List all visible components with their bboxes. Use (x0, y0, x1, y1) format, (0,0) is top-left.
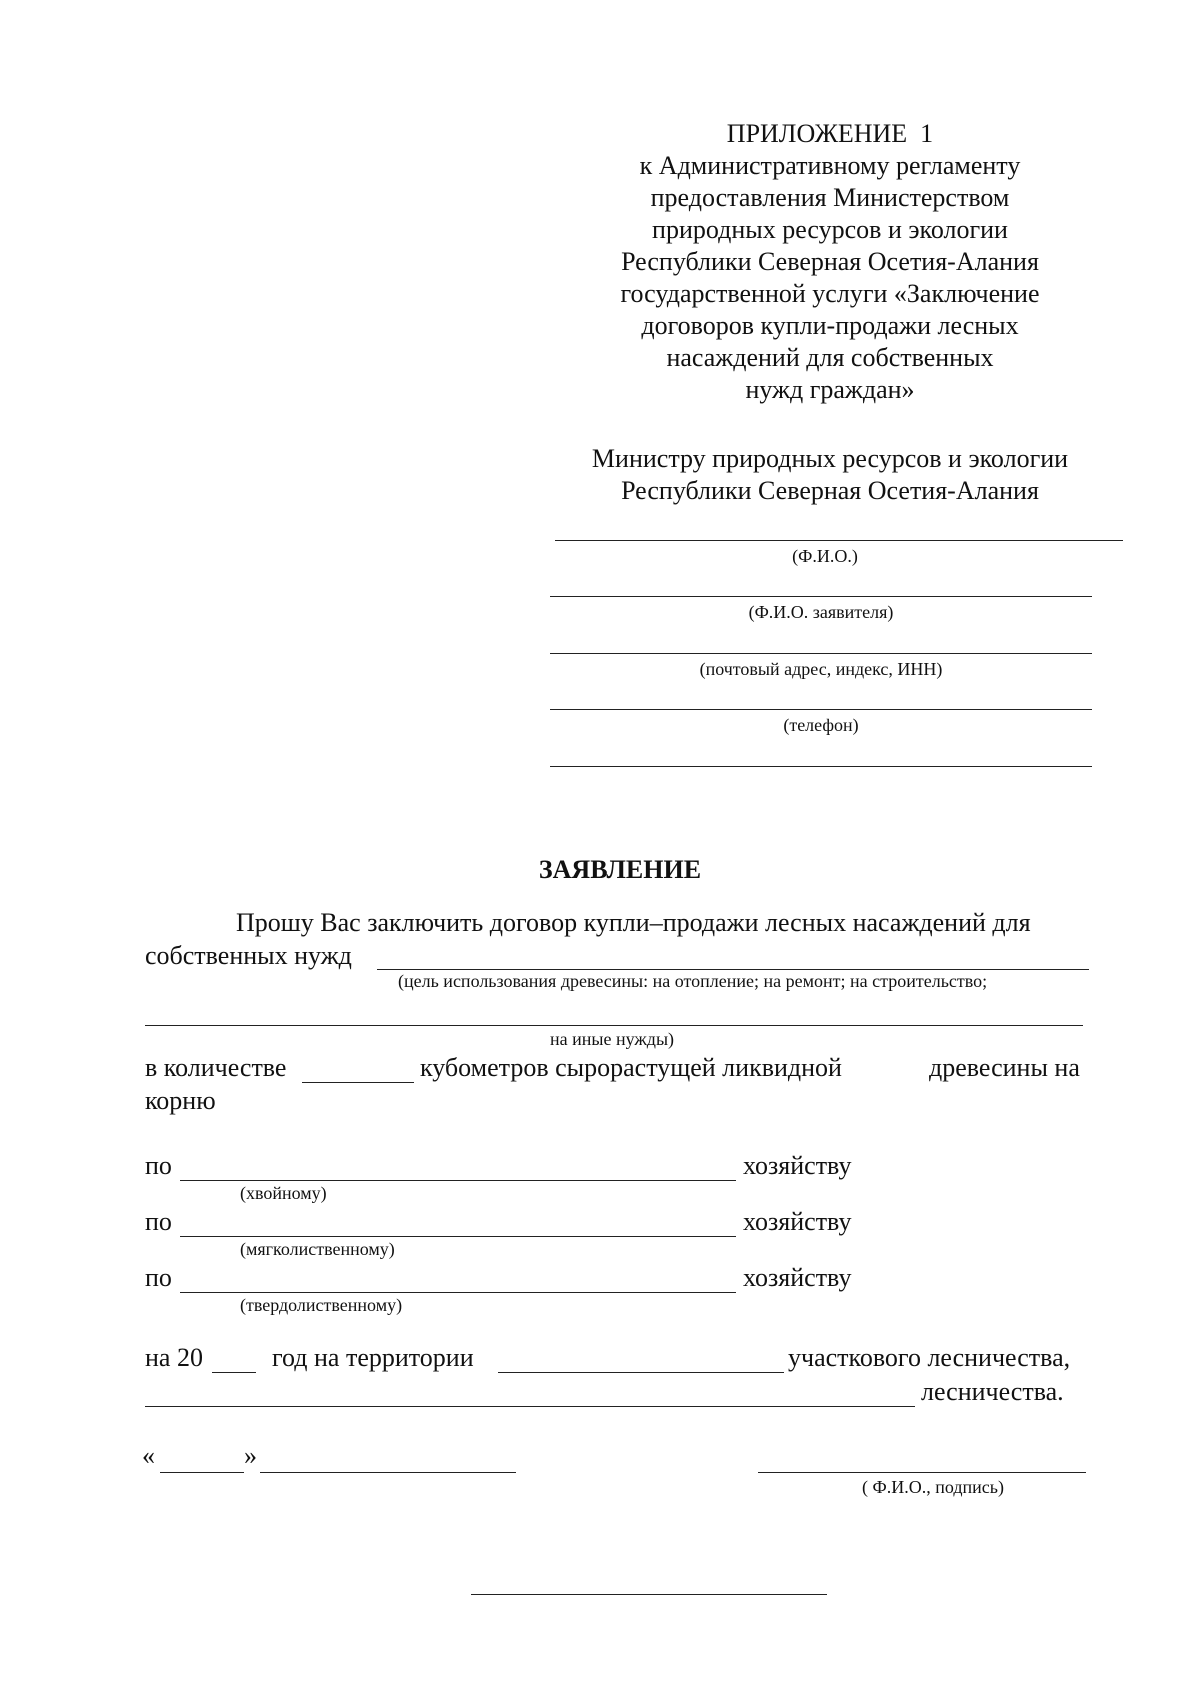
applicant-fio-hint: (Ф.И.О. заявителя) (748, 602, 894, 622)
para-line-2: собственных нужд (145, 941, 352, 970)
date-close-quote: » (244, 1441, 257, 1470)
farm-hint-softwood: (мягколиственному) (240, 1239, 395, 1259)
date-month-line[interactable] (260, 1472, 516, 1473)
fio-hint: (Ф.И.О.) (792, 546, 858, 566)
forestry-line[interactable] (145, 1406, 915, 1407)
bottom-separator (471, 1594, 827, 1595)
signature-hint: ( Ф.И.О., подпись) (862, 1477, 1004, 1497)
phone-line[interactable] (550, 766, 1092, 767)
qty-suffix: древесины на (929, 1053, 1080, 1082)
qty-middle: кубометров сырорастущей ликвидной (420, 1053, 842, 1082)
qty-line-2: корню (145, 1086, 216, 1115)
year-mid: год на территории (272, 1343, 474, 1372)
qty-prefix: в количестве (145, 1053, 287, 1082)
address-line[interactable] (550, 653, 1092, 654)
farm-word: хозяйству (743, 1263, 852, 1292)
document-heading: ЗАЯВЛЕНИЕ (538, 855, 702, 884)
farm-line-coniferous[interactable] (180, 1180, 736, 1181)
date-day-line[interactable] (160, 1472, 244, 1473)
fio-line[interactable] (555, 540, 1123, 541)
appendix-line: нужд граждан» (745, 375, 915, 404)
year-suffix: участкового лесничества, (788, 1343, 1071, 1372)
year-prefix: на 20 (145, 1343, 203, 1372)
addressee-line-1: Министру природных ресурсов и экологии (591, 444, 1069, 473)
appendix-block (555, 118, 1105, 406)
appendix-title: ПРИЛОЖЕНИЕ 1 (726, 119, 934, 148)
phone-line-top[interactable] (550, 709, 1092, 710)
farm-line-hardwood[interactable] (180, 1292, 736, 1293)
appendix-line: насаждений для собственных (666, 343, 994, 372)
territory-line[interactable] (498, 1372, 784, 1373)
po-label: по (145, 1207, 172, 1236)
forestry-suffix: лесничества. (921, 1377, 1064, 1406)
appendix-line: государственной услуги «Заключение (620, 279, 1040, 308)
farm-hint-coniferous: (хвойному) (240, 1183, 327, 1203)
purpose-hint: (цель использования древесины: на отопление; на ремонт; на строительство; (398, 971, 988, 991)
applicant-fio-line[interactable] (550, 596, 1092, 597)
qty-line[interactable] (302, 1082, 414, 1083)
phone-hint: (телефон) (783, 715, 859, 735)
address-hint: (почтовый адрес, индекс, ИНН) (699, 659, 943, 679)
farm-word: хозяйству (743, 1151, 852, 1180)
year-line[interactable] (212, 1372, 256, 1373)
appendix-line: Республики Северная Осетия-Алания (621, 247, 1039, 276)
purpose-line-2[interactable] (145, 1025, 1083, 1026)
addressee-block (555, 443, 1105, 507)
farm-word: хозяйству (743, 1207, 852, 1236)
para-line-1: Прошу Вас заключить договор купли–продажи лесных насаждений для (236, 908, 1031, 937)
signature-line[interactable] (758, 1472, 1086, 1473)
farm-line-softwood[interactable] (180, 1236, 736, 1237)
appendix-line: к Административному регламенту (639, 151, 1021, 180)
appendix-line: договоров купли-продажи лесных (641, 311, 1019, 340)
addressee-line-2: Республики Северная Осетия-Алания (621, 476, 1039, 505)
date-open-quote: « (142, 1441, 155, 1470)
purpose-hint-2: на иные нужды) (550, 1029, 675, 1049)
appendix-line: предоставления Министерством (650, 183, 1010, 212)
po-label: по (145, 1263, 172, 1292)
po-label: по (145, 1151, 172, 1180)
appendix-line: природных ресурсов и экологии (652, 215, 1008, 244)
farm-hint-hardwood: (твердолиственному) (240, 1295, 403, 1315)
